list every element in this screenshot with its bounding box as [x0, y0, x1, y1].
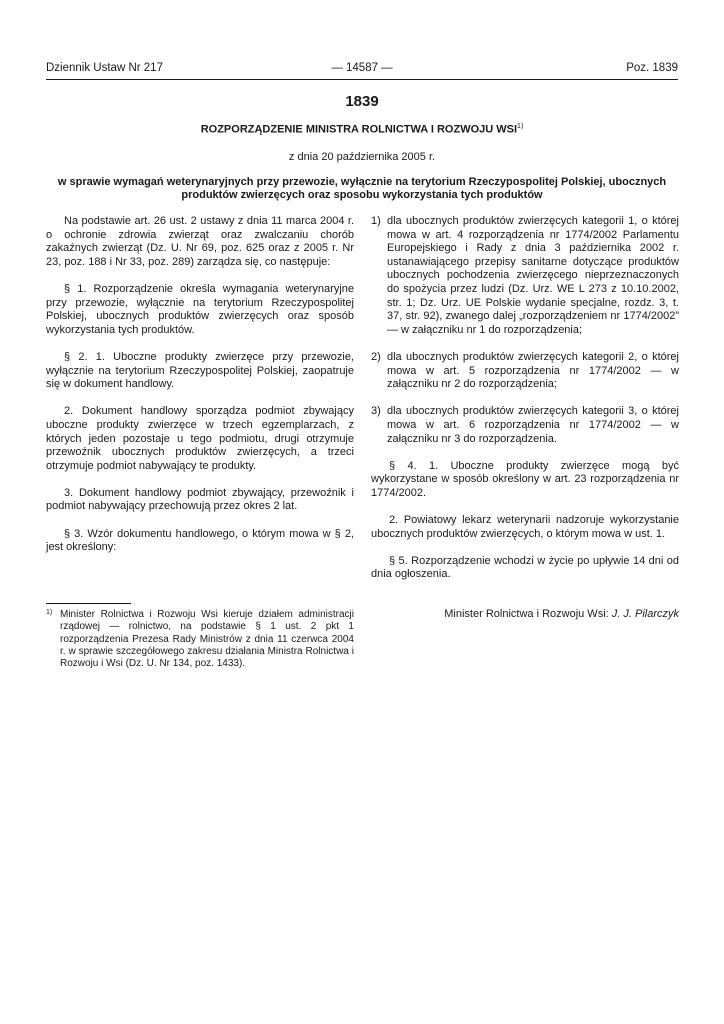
paragraph-4-1: § 4. 1. Uboczne produkty zwierzęce mogą być wykorzystane w sposób określony w art. 23 rozporządzenia nr 1774/2002.: [371, 459, 679, 499]
act-title-text: ROZPORZĄDZENIE MINISTRA ROLNICTWA I ROZWOJU WSI: [200, 123, 518, 136]
page-number: — 14587 —: [331, 62, 393, 74]
list-item-text: dla ubocznych produktów zwierzęcych kategorii 3, o której mowa w art. 6 rozporządzenia nr 1774/2002 — w załączniku nr 3 do rozporządzenia.: [387, 405, 679, 445]
list-item-number: 3): [371, 405, 381, 418]
paragraph-3: § 3. Wzór dokumentu handlowego, o którym mowa w § 2, jest określony:: [46, 527, 354, 554]
footnote-divider: [46, 603, 131, 604]
list-item-text: dla ubocznych produktów zwierzęcych kategorii 1, o której mowa w art. 4 rozporządzenia nr 1774/2002 Parlamentu Europejskiego i Rady z dnia 3 października 2002 r. ustanawiającego przepisy sanitarne dotyczące produktów ubocznych pochodzenia zwierzęcego nieprzeznaczonych do spożycia przez ludzi (Dz. Urz. WE L 273 z 10.10.2002, str. 1; Dz. Urz. UE Polskie wydanie specjalne, rozdz. 3, t. 37, str. 92), zwanego dalej „rozporządzeniem nr 1774/2002” — w załączniku nr 1 do rozporządzenia;: [387, 215, 679, 336]
act-number: 1839: [345, 93, 379, 110]
header-divider: [46, 79, 678, 80]
signature-role: Minister Rolnictwa i Rozwoju Wsi:: [444, 608, 609, 621]
list-item-text: dla ubocznych produktów zwierzęcych kategorii 2, o której mowa w art. 5 rozporządzenia nr 1774/2002 — w załączniku nr 2 do rozporządzenia;: [387, 350, 679, 391]
paragraph-2-3: 3. Dokument handlowy podmiot zbywający, przewoźnik i podmiot nabywający przechowują przez okres 2 lat.: [46, 486, 354, 513]
signature-name: J. J. Pilarczyk: [611, 608, 679, 621]
paragraph-5: § 5. Rozporządzenie wchodzi w życie po upływie 14 dni od dnia ogłoszenia.: [371, 554, 679, 581]
right-column: [371, 215, 679, 622]
act-title-footnote-ref: 1): [517, 123, 524, 130]
paragraph-2-1: § 2. 1. Uboczne produkty zwierzęce przy przewozie, wyłącznie na terytorium Rzeczypospolitej Polskiej, zaopatruje się w dokument handlowy.: [46, 350, 354, 391]
footnote: [46, 609, 354, 670]
list-item: [371, 351, 679, 392]
list-item: [371, 405, 679, 446]
act-title: [0, 123, 724, 136]
intro-paragraph: Na podstawie art. 26 ust. 2 ustawy z dnia 11 marca 2004 r. o ochronie zdrowia zwierząt oraz zwalczaniu chorób zakaźnych zwierząt (Dz. U. Nr 69, poz. 625 oraz z 2005 r. Nr 23, poz. 188 i Nr 33, poz. 289) zarządza się, co następuje:: [46, 215, 354, 268]
paragraph-1: § 1. Rozporządzenie określa wymagania weterynaryjne przy przewozie, wyłącznie na terytorium Rzeczypospolitej Polskiej, ubocznych produktów zwierzęcych oraz sposób wykorzystania tych produktów.: [46, 282, 354, 336]
journal-title: Dziennik Ustaw Nr 217: [46, 62, 163, 74]
list-item: [371, 215, 679, 337]
act-subject: w sprawie wymagań weterynaryjnych przy przewozie, wyłącznie na terytorium Rzeczypospolitej Polskiej, ubocznych produktów zwierzęcych oraz sposobu wykorzystania tych produktów: [57, 176, 667, 201]
list-item-number: 2): [371, 350, 381, 363]
footnote-text: Minister Rolnictwa i Rozwoju Wsi kieruje działem administracji rządowej — rolnictwo, na podstawie § 1 ust. 2 pkt 1 rozporządzenia Prezesa Rady Ministrów z dnia 11 czerwca 2004 r. w sprawie szczegółowego zakresu działania Ministra Rolnictwa i Rozwoju i Wsi (Dz. U. Nr 134, poz. 1433).: [60, 609, 354, 670]
paragraph-2-2: 2. Dokument handlowy sporządza podmiot zbywający uboczne produkty zwierzęce w trzech egzemplarzach, z których jeden pozostaje u tego podmiotu, drugi otrzymuje przewoźnik ubocznych produktów zwierzęcych, a trzeci otrzymuje podmiot nabywający te produkty.: [46, 405, 354, 472]
footnote-mark: 1): [46, 609, 53, 616]
list-item-number: 1): [371, 215, 381, 227]
position-number: Poz. 1839: [626, 62, 678, 74]
left-column: [46, 215, 354, 568]
paragraph-4-2: 2. Powiatowy lekarz weterynarii nadzoruje wykorzystanie ubocznych produktów zwierzęcych, o którym mowa w ust. 1.: [371, 514, 679, 540]
act-date: z dnia 20 października 2005 r.: [288, 151, 436, 163]
signature: [371, 608, 679, 622]
